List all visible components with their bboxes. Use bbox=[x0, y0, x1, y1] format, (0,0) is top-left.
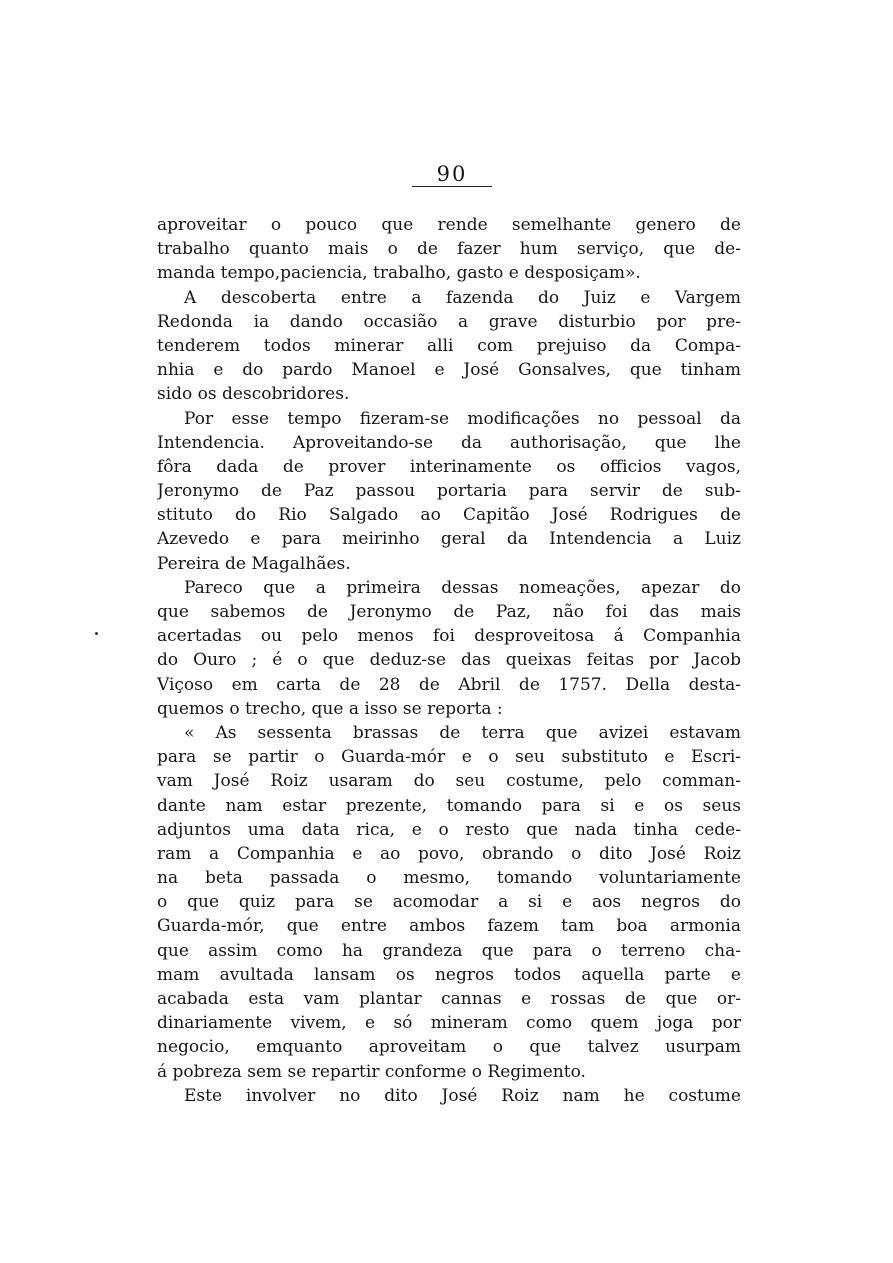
text-line: á pobreza sem se repartir conforme o Regimento. bbox=[157, 1061, 586, 1082]
text-line: que sabemos de Jeronymo de Paz, não foi das mais bbox=[157, 602, 741, 622]
text-line: Redonda ia dando occasião a grave disturbio por pre- bbox=[157, 311, 741, 332]
text-line: na beta passada o mesmo, tomando voluntariamente bbox=[157, 868, 741, 889]
text-line: A descoberta entre a fazenda do Juiz e Vargem bbox=[184, 287, 741, 308]
text-line: que assim como ha grandeza que para o terreno cha- bbox=[157, 940, 741, 961]
text-line: o que quiz para se acomodar a si e aos negros do bbox=[157, 892, 741, 913]
text-line: fôra dada de prover interinamente os officios vagos, bbox=[157, 456, 741, 477]
text-line: Este involver no dito José Roiz nam he costume bbox=[184, 1085, 741, 1106]
text-line: nhia e do pardo Manoel e José Gonsalves, que tinham bbox=[157, 360, 741, 381]
paragraph bbox=[157, 213, 741, 286]
text-line: Pareco que a primeira dessas nomeações, apezar do bbox=[184, 577, 741, 598]
text-line: manda tempo,paciencia, trabalho, gasto e desposiçam». bbox=[157, 263, 641, 284]
text-line: adjuntos uma data rica, e o resto que nada tinha cede- bbox=[157, 819, 741, 840]
text-line: ram a Companhia e ao povo, obrando o dito José Roiz bbox=[157, 843, 741, 864]
text-line: acabada esta vam plantar cannas e rossas de que or- bbox=[157, 989, 741, 1009]
text-line: sido os descobridores. bbox=[157, 384, 350, 405]
text-line: aproveitar o pouco que rende semelhante genero de bbox=[157, 215, 741, 235]
margin-speck bbox=[95, 632, 98, 635]
text-line: dante nam estar prezente, tomando para si e os seus bbox=[157, 795, 741, 816]
text-line: para se partir o Guarda-mór e o seu substituto e Escri- bbox=[157, 747, 741, 768]
text-line: Viçoso em carta de 28 de Abril de 1757. Della desta- bbox=[157, 674, 741, 695]
text-line: Pereira de Magalhães. bbox=[157, 553, 351, 574]
text-line: negocio, emquanto aproveitam o que talvez usurpam bbox=[157, 1037, 741, 1058]
text-line: vam José Roiz usaram do seu costume, pelo comman- bbox=[157, 771, 741, 792]
text-line: acertadas ou pelo menos foi desproveitosa á Companhia bbox=[157, 626, 741, 647]
text-line: tenderem todos minerar alli com prejuiso da Compa- bbox=[157, 335, 741, 356]
text-line: do Ouro ; é o que deduz-se das queixas feitas por Jacob bbox=[157, 650, 741, 671]
text-line: Intendencia. Aproveitando-se da authorisação, que lhe bbox=[157, 432, 741, 453]
body-text bbox=[157, 213, 741, 1108]
paragraph bbox=[157, 1084, 741, 1108]
page-number: 90 bbox=[436, 162, 468, 186]
paragraph bbox=[157, 576, 741, 721]
paragraph bbox=[157, 407, 741, 576]
text-line: dinariamente vivem, e só mineram como quem joga por bbox=[157, 1013, 741, 1034]
paragraph bbox=[157, 721, 741, 1084]
text-line: Jeronymo de Paz passou portaria para servir de sub- bbox=[157, 481, 741, 502]
text-line: mam avultada lansam os negros todos aquella parte e bbox=[157, 964, 741, 985]
text-line: stituto do Rio Salgado ao Capitão José Rodrigues de bbox=[157, 505, 741, 526]
text-line: Guarda-mór, que entre ambos fazem tam boa armonia bbox=[157, 916, 741, 937]
page-number-rule bbox=[412, 186, 492, 187]
text-line: quemos o trecho, que a isso se reporta : bbox=[157, 698, 503, 719]
text-line: trabalho quanto mais o de fazer hum serviço, que de- bbox=[157, 239, 741, 260]
text-line: « As sessenta brassas de terra que avizei estavam bbox=[184, 722, 741, 743]
paragraph bbox=[157, 286, 741, 407]
text-line: Azevedo e para meirinho geral da Intendencia a Luiz bbox=[157, 529, 741, 550]
text-line: Por esse tempo fizeram-se modificações no pessoal da bbox=[184, 408, 741, 429]
